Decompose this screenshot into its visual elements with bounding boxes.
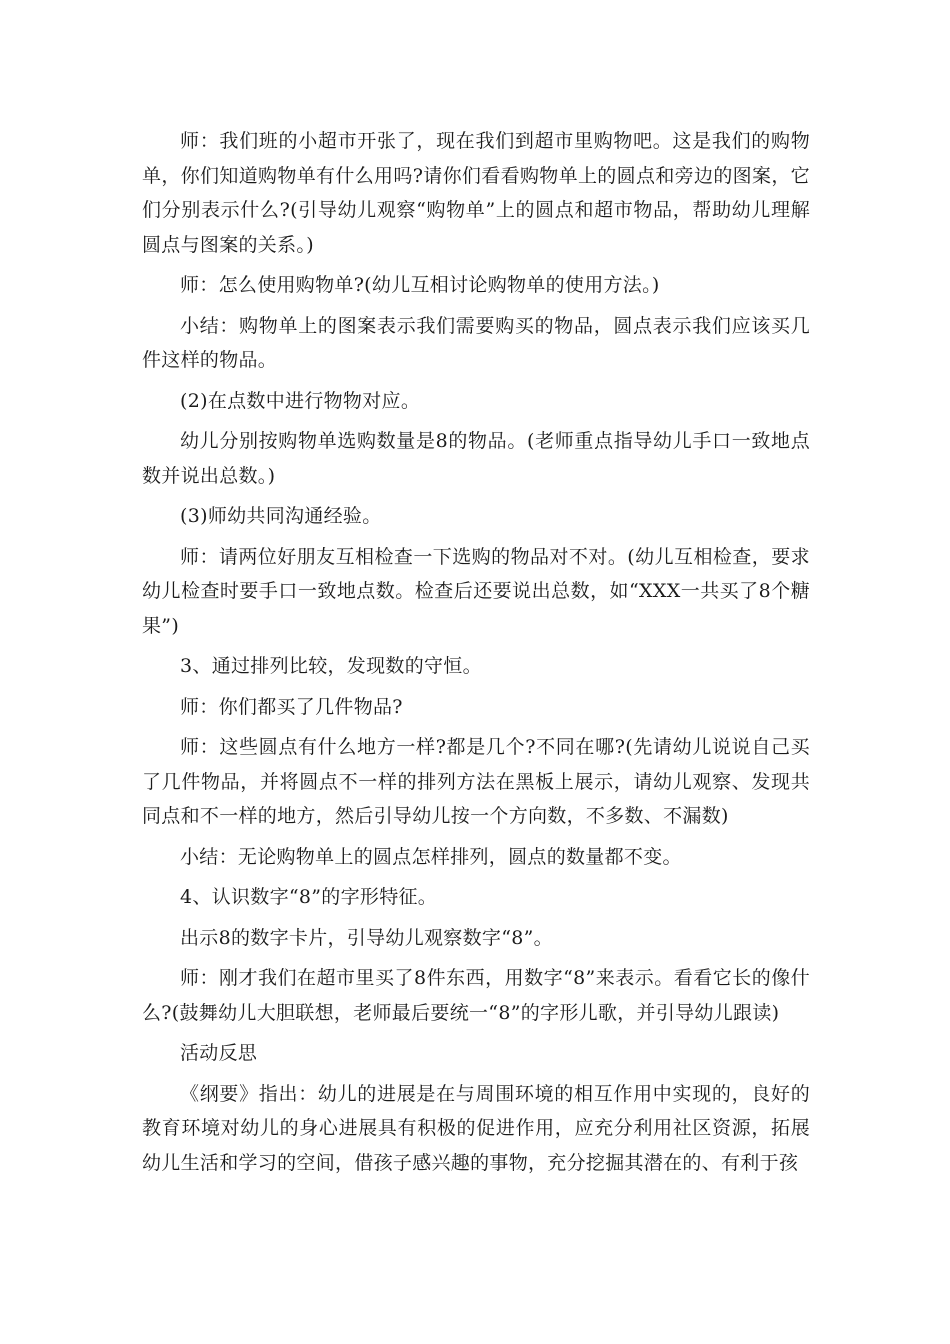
paragraph-11: 小结：无论购物单上的圆点怎样排列，圆点的数量都不变。 [180, 845, 682, 868]
paragraph-16: 《纲要》指出：幼儿的进展是在与周围环境的相互作用中实现的，良好的教育环境对幼儿的身心进展具有积极的促进作用，应充分利用社区资源，拓展幼儿生活和学习的空间，借孩子感兴趣的事物，充分挖掘其潜在的、有利于孩 [142, 1082, 810, 1174]
paragraph-14: 师：刚才我们在超市里买了8件东西，用数字“8”来表示。看看它长的像什么?(鼓舞幼儿大胆联想，老师最后要统一“8”的字形儿歌，并引导幼儿跟读) [142, 967, 810, 1024]
paragraph-1: 师：我们班的小超市开张了，现在我们到超市里购物吧。这是我们的购物单，你们知道购物单有什么用吗?请你们看看购物单上的圆点和旁边的图案，它们分别表示什么?(引导幼儿观察“购物单”上的圆点和超市物品，帮助幼儿理解圆点与图案的关系。) [142, 130, 810, 256]
paragraph-4: (2)在点数中进行物物对应。 [180, 389, 421, 412]
paragraph-7: 师：请两位好朋友互相检查一下选购的物品对不对。(幼儿互相检查，要求幼儿检查时要手口一致地点数。检查后还要说出总数，如“XXX一共买了8个糖果”) [142, 545, 810, 637]
paragraph-13: 出示8的数字卡片，引导幼儿观察数字“8”。 [180, 926, 553, 949]
paragraph-6: (3)师幼共同沟通经验。 [180, 505, 382, 527]
paragraph-5: 幼儿分别按购物单选购数量是8的物品。(老师重点指导幼儿手口一致地点数并说出总数。) [142, 430, 810, 487]
paragraph-9: 师：你们都买了几件物品? [180, 695, 403, 718]
paragraph-3: 小结：购物单上的图案表示我们需要购买的物品，圆点表示我们应该买几件这样的物品。 [142, 314, 810, 371]
section-heading-activity-reflection: 活动反思 [180, 1042, 258, 1064]
document-body [142, 124, 810, 1186]
paragraph-8: 3、通过排列比较，发现数的守恒。 [180, 655, 482, 677]
paragraph-10: 师：这些圆点有什么地方一样?都是几个?不同在哪?(先请幼儿说说自己买了几件物品，并将圆点不一样的排列方法在黑板上展示，请幼儿观察、发现共同点和不一样的地方，然后引导幼儿按一个方向数，不多数、不漏数) [142, 736, 810, 827]
paragraph-12: 4、认识数字“8”的字形特征。 [180, 886, 438, 908]
paragraph-2: 师：怎么使用购物单?(幼儿互相讨论购物单的使用方法。) [180, 274, 660, 296]
